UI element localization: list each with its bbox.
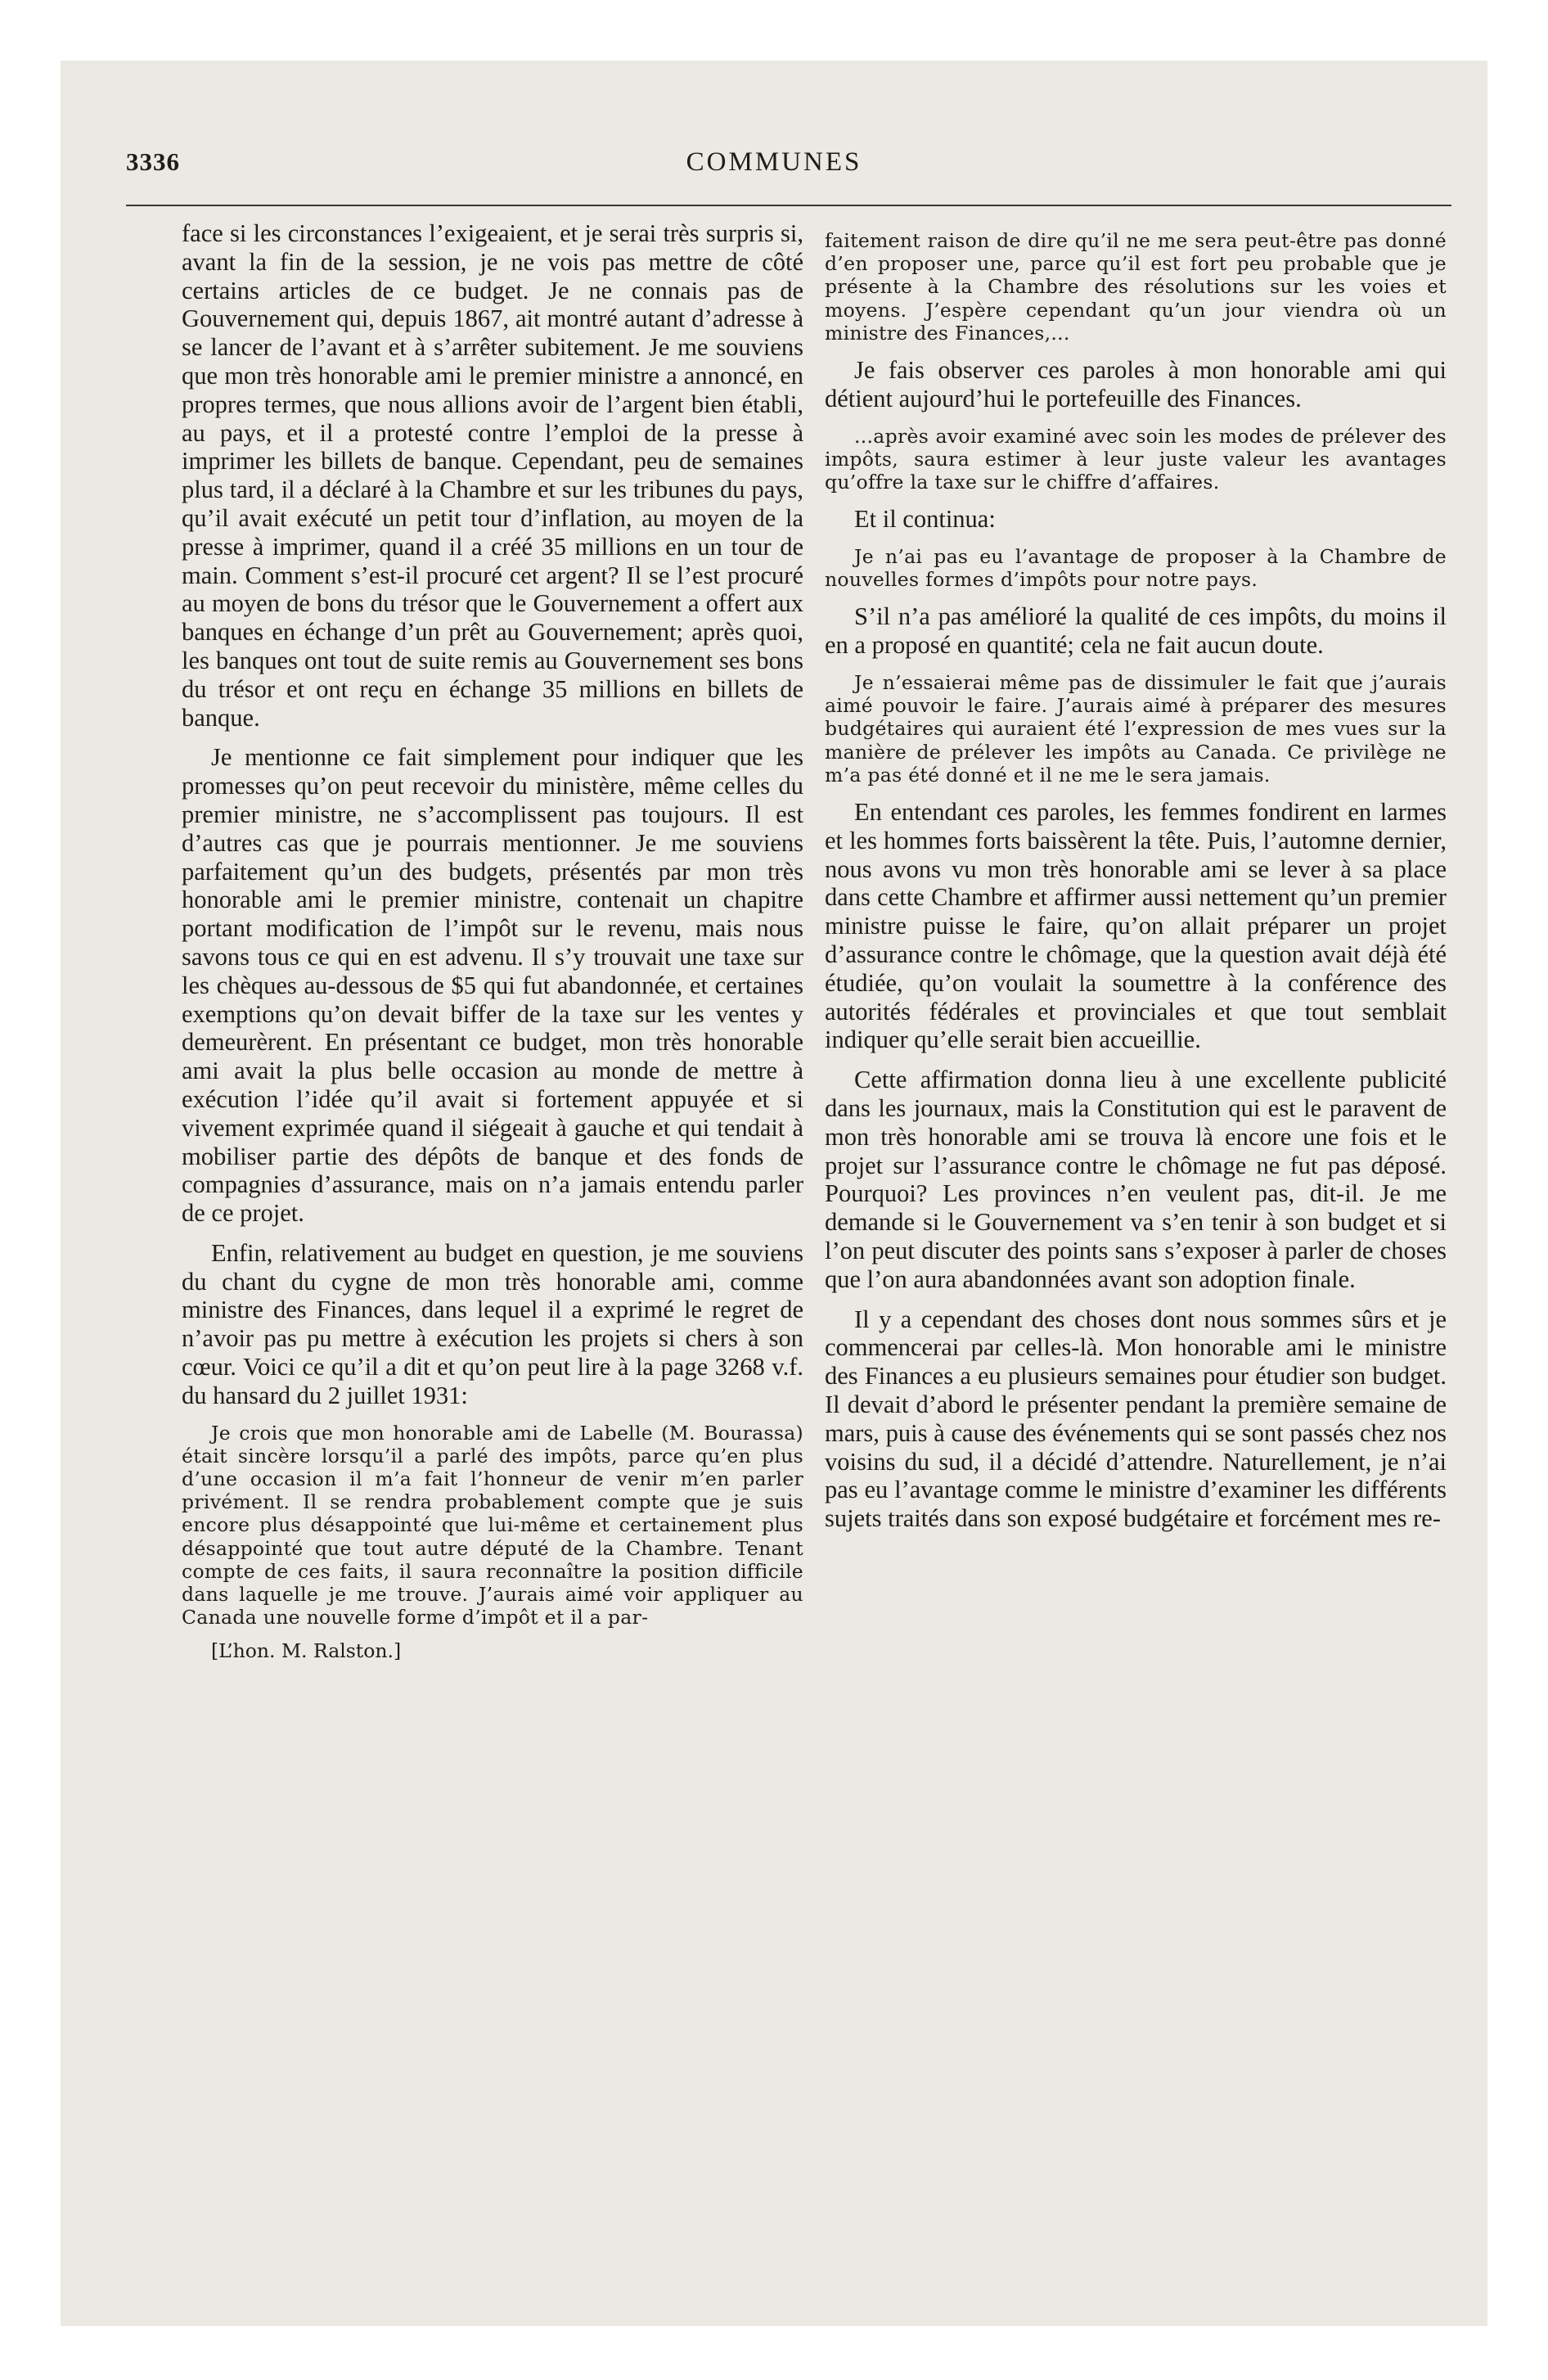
paragraph: Je fais observer ces paroles à mon honorable ami qui détient aujourd’hui le portefeuille des Finances. <box>825 356 1447 412</box>
block-quote: Je n’essaierai même pas de dissimuler le fait que j’aurais aimé pouvoir le faire. J’aurais aimé à préparer des mesures budgétaires qui auraient été l’expression de mes vues sur la manière de prélever les impôts au Canada. Ce privilège ne m’a pas été donné et il ne me le sera jamais. <box>825 671 1447 787</box>
paragraph: S’il n’a pas amélioré la qualité de ces impôts, du moins il en a proposé en quantité; cela ne fait aucun doute. <box>825 602 1447 660</box>
page-header <box>0 141 1548 190</box>
paragraph: Et il continua: <box>854 505 996 534</box>
block-quote: Je crois que mon honorable ami de Labelle (M. Bourassa) était sincère lorsqu’il a parlé des impôts, parce qu’en plus d’une occasion il m’a fait l’honneur de venir m’en parler privément. Il se rendra probablement compte que je suis encore plus désappointé que lui-même et certainement plus désappointé que tout autre député de la Chambre. Tenant compte de ces faits, il saura reconnaître la position difficile dans laquelle je me trouve. J’aurais aimé voir appliquer au Canada une nouvelle forme d’impôt et il a par- <box>182 1421 803 1629</box>
paragraph: Cette affirmation donna lieu à une excellente publicité dans les journaux, mais la Constitution qui est le paravent de mon très honorable ami se trouva là encore une fois et le projet sur l’assurance contre le chômage ne fut pas déposé. Pourquoi? Les provinces n’en veulent pas, dit-il. Je me demande si le Gouvernement va s’en tenir à son budget et si l’on peut discuter des points sans s’exposer à parler de choses que l’on aura abandonnées avant son adoption finale. <box>825 1066 1447 1293</box>
paragraph: En entendant ces paroles, les femmes fondirent en larmes et les hommes forts baissèrent la tête. Puis, l’automne dernier, nous avons vu mon très honorable ami se lever à sa place dans cette Chambre et affirmer aussi nettement qu’un premier ministre puisse le faire, qu’on allait préparer un projet d’assurance contre le chômage, que la question avait déjà été étudiée, qu’on voulait la soumettre à la conférence des autorités fédérales et provinciales et que tout semblait indiquer qu’elle serait bien accueillie. <box>825 798 1447 1054</box>
paragraph: face si les circonstances l’exigeaient, et je serai très surpris si, avant la fin de la session, je ne vois pas mettre de côté certains articles de ce budget. Je ne connais pas de Gouvernement qui, depuis 1867, ait montré autant d’adresse à se lancer de l’avant et à s’arrêter subitement. Je me souviens que mon très honorable ami le premier ministre a annoncé, en propres termes, que nous allions avoir de l’argent bien établi, au pays, et il a protesté contre l’emploi de la presse à imprimer les billets de banque. Cependant, peu de semaines plus tard, il a déclaré à la Chambre et sur les tribunes du pays, qu’il avait exécuté un petit tour d’inflation, au moyen de la presse à imprimer, quand il a créé 35 millions en un tour de main. Comment s’est-il procuré cet argent? Il se l’est procuré au moyen de bons du trésor que le Gouvernement a offert aux banques en échange d’un prêt au Gouvernement; après quoi, les banques ont tout de suite remis au Gouvernement ses bons du trésor et ont reçu en échange 35 millions en billets de banque. <box>182 219 803 732</box>
header-rule <box>126 205 1451 206</box>
running-head: COMMUNES <box>686 147 862 177</box>
block-quote: faitement raison de dire qu’il ne me sera peut-être pas donné d’en proposer une, parce qu’il est fort peu probable que je présente à la Chambre des résolutions sur les voies et moyens. J’espère cependant qu’un jour viendra où un ministre des Finances,... <box>825 229 1447 345</box>
block-quote: ...après avoir examiné avec soin les modes de prélever des impôts, saura estimer à leur juste valeur les avantages qu’offre la taxe sur le chiffre d’affaires. <box>825 424 1447 494</box>
page-number: 3336 <box>126 147 180 176</box>
paragraph: Il y a cependant des choses dont nous sommes sûrs et je commencerai par celles-là. Mon honorable ami le ministre des Finances a eu plusieurs semaines pour étudier son budget. Il devait d’abord le présenter pendant la première semaine de mars, puis à cause des événements qui se sont passés chez nos voisins du sud, il a décidé d’attendre. Naturellement, je n’ai pas eu l’avantage comme le ministre d’examiner les différents sujets traités dans son exposé budgétaire et forcément mes re- <box>825 1305 1447 1533</box>
right-column <box>825 219 1447 1533</box>
speaker-attribution: [L’hon. M. Ralston.] <box>211 1639 402 1662</box>
paragraph: Enfin, relativement au budget en question, je me souviens du chant du cygne de mon très honorable ami, comme ministre des Finances, dans lequel il a exprimé le regret de n’avoir pas pu mettre à exécution les projets si chers à son cœur. Voici ce qu’il a dit et qu’on peut lire à la page 3268 v.f. du hansard du 2 juillet 1931: <box>182 1238 803 1409</box>
left-column <box>182 219 803 1662</box>
paragraph: Je mentionne ce fait simplement pour indiquer que les promesses qu’on peut recevoir du ministère, même celles du premier ministre, ne s’accomplissent pas toujours. Il est d’autres cas que je pourrais mentionner. Je me souviens parfaitement qu’un des budgets, présentés par mon très honorable ami le premier ministre, contenait un chapitre portant modification de l’impôt sur le revenu, mais nous savons tous ce qui en est advenu. Il s’y trouvait une taxe sur les chèques au-dessous de $5 qui fut abandonnée, et certaines exemptions qu’on devait biffer de la taxe sur les ventes y demeurèrent. En présentant ce budget, mon très honorable ami avait la plus belle occasion au monde de mettre à exécution l’idée qu’il avait si fortement appuyée et si vivement exprimée quand il siégeait à gauche et qui tendait à mobiliser partie des dépôts de banque et des fonds de compagnies d’assurance, mais on n’a jamais entendu parler de ce projet. <box>182 743 803 1228</box>
block-quote: Je n’ai pas eu l’avantage de proposer à la Chambre de nouvelles formes d’impôts pour notre pays. <box>825 545 1447 592</box>
